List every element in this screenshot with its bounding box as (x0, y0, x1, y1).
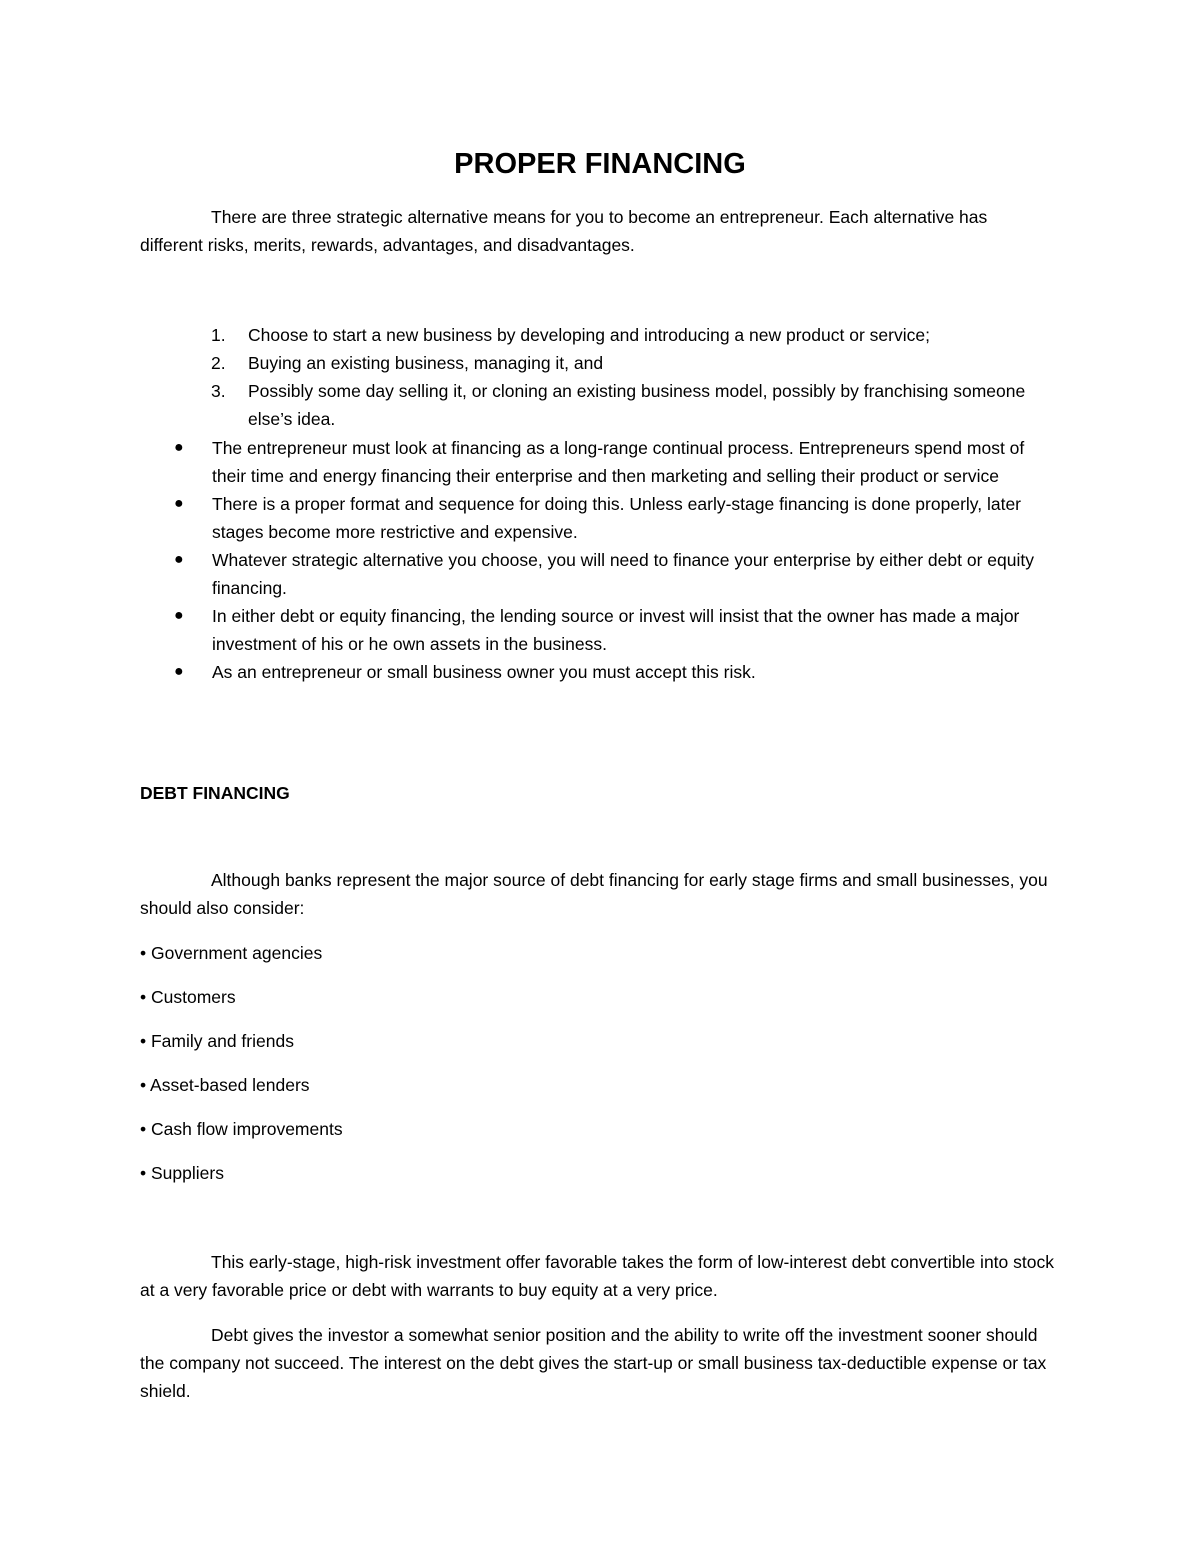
list-number: 1. (211, 325, 226, 345)
debt-source-item: • Cash flow improvements (140, 1119, 343, 1139)
bullet-item (140, 546, 1055, 602)
bullet-item-text: There is a proper format and sequence for doing this. Unless early-stage financing is done properly, later stages become more restrictive and expensive. (212, 494, 1021, 542)
alternatives-numbered-list (140, 321, 1055, 433)
bullet-item (140, 490, 1055, 546)
early-stage-paragraph: This early-stage, high-risk investment offer favorable takes the form of low-interest debt convertible into stock at a very favorable price or debt with warrants to buy equity at a very price. (140, 1252, 1054, 1300)
bullet-icon: ● (174, 607, 184, 624)
numbered-item (140, 377, 1055, 433)
debt-source-item: • Government agencies (140, 943, 323, 963)
debt-source-item: • Asset-based lenders (140, 1075, 310, 1095)
debt-intro-paragraph: Although banks represent the major source of debt financing for early stage firms and small businesses, you should also consider: (140, 870, 1048, 918)
bullet-item-text: In either debt or equity financing, the lending source or invest will insist that the owner has made a major investment of his or he own assets in the business. (212, 606, 1020, 654)
bullet-item (140, 658, 1055, 686)
list-number: 3. (211, 381, 226, 401)
bullet-icon: ● (174, 495, 184, 512)
bullet-item-text: Whatever strategic alternative you choose, you will need to finance your enterprise by either debt or equity financing. (212, 550, 1034, 598)
debt-advantages-paragraph: Debt gives the investor a somewhat senior position and the ability to write off the investment sooner should the company not succeed. The interest on the debt gives the start-up or small business tax-deductible expense or tax shield. (140, 1325, 1047, 1401)
numbered-item (140, 349, 1055, 377)
bullet-item-text: The entrepreneur must look at financing as a long-range continual process. Entrepreneurs spend most of their time and energy financing their enterprise and then marketing and selling their product or service (212, 438, 1025, 486)
bullet-icon: ● (174, 551, 184, 568)
numbered-item (140, 321, 1055, 349)
bullet-icon: ● (174, 663, 184, 680)
debt-source-item: • Suppliers (140, 1163, 224, 1183)
bullet-icon: ● (174, 439, 184, 456)
numbered-item-text: Choose to start a new business by developing and introducing a new product or service; (248, 325, 930, 345)
intro-paragraph: There are three strategic alternative means for you to become an entrepreneur. Each alternative has different risks, merits, rewards, advantages, and disadvantages. (140, 207, 988, 255)
numbered-item-text: Buying an existing business, managing it, and (248, 353, 604, 373)
list-number: 2. (211, 353, 226, 373)
document-title: PROPER FINANCING (454, 148, 746, 180)
financing-points-list (140, 434, 1055, 686)
bullet-item (140, 602, 1055, 658)
bullet-item-text: As an entrepreneur or small business owner you must accept this risk. (212, 662, 756, 682)
debt-source-item: • Customers (140, 987, 236, 1007)
section-heading-debt-financing: DEBT FINANCING (140, 783, 290, 803)
debt-sources-list (140, 939, 343, 1203)
debt-source-item: • Family and friends (140, 1031, 294, 1051)
numbered-item-text: Possibly some day selling it, or cloning an existing business model, possibly by franchising someone else’s idea. (248, 381, 1026, 429)
bullet-item (140, 434, 1055, 490)
